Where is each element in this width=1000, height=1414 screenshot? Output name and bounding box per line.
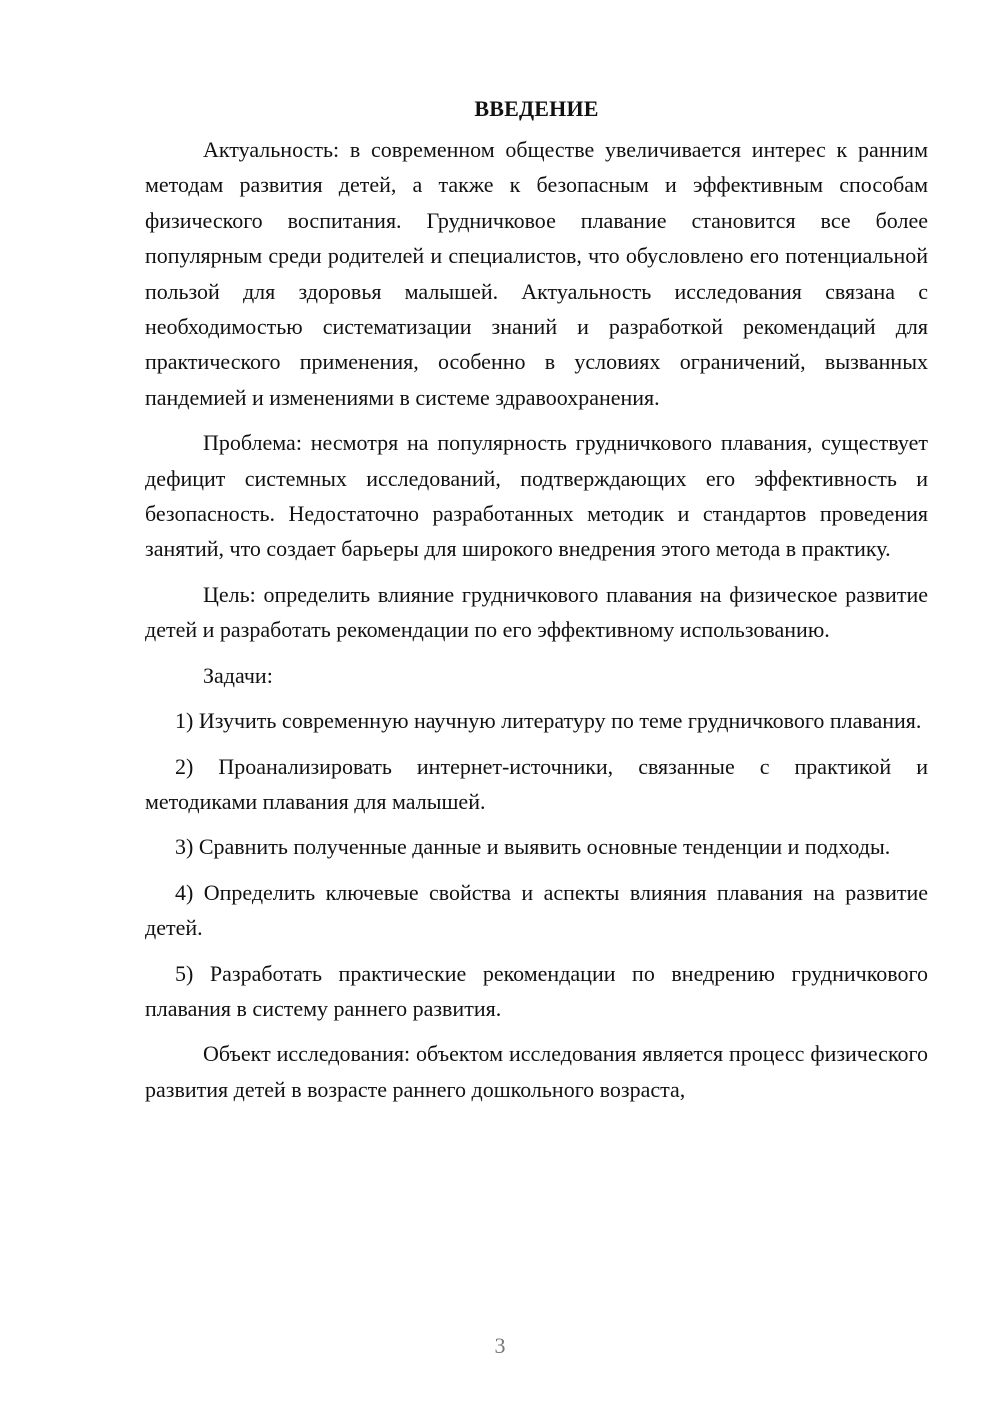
tasks-label: Задачи: — [203, 662, 273, 688]
task-item: 2) Проанализировать интернет-источники, связанные с практикой и методиками плавания для малышей. — [145, 753, 928, 814]
task-item: 5) Разработать практические рекомендации по внедрению грудничкового плавания в систему раннего развития. — [145, 960, 928, 1021]
section-title: ВВЕДЕНИЕ — [474, 96, 599, 121]
object-paragraph: Объект исследования: объектом исследования является процесс физического развития детей в возрасте раннего дошкольного возраста, — [145, 1041, 928, 1102]
problem-paragraph: Проблема: несмотря на популярность грудничкового плавания, существует дефицит системных исследований, подтверждающих его эффективность и безопасность. Недостаточно разработанных методик и стандартов проведения занятий, что создает барьеры для широкого внедрения этого метода в практику. — [145, 430, 928, 562]
goal-paragraph: Цель: определить влияние грудничкового плавания на физическое развитие детей и разработать рекомендации по его эффективному использованию. — [145, 581, 928, 643]
page-number: 3 — [494, 1333, 506, 1358]
relevance-paragraph: Актуальность: в современном обществе увеличивается интерес к ранним методам развития детей, а также к безопасным и эффективным способам физического воспитания. Грудничковое плавание становится все более популярным среди родителей и специалистов, что обусловлено его потенциальной пользой для здоровья малышей. Актуальность исследования связана с необходимостью систематизации знаний и разработкой рекомендаций для практического применения, особенно в условиях ограничений, вызванных пандемией и изменениями в системе здравоохранения. — [145, 137, 928, 410]
task-item: 3) Сравнить полученные данные и выявить основные тенденции и подходы. — [175, 834, 891, 860]
task-item: 1) Изучить современную научную литературу по теме грудничкового плавания. — [175, 708, 922, 734]
task-item: 4) Определить ключевые свойства и аспекты влияния плавания на развитие детей. — [145, 879, 928, 941]
